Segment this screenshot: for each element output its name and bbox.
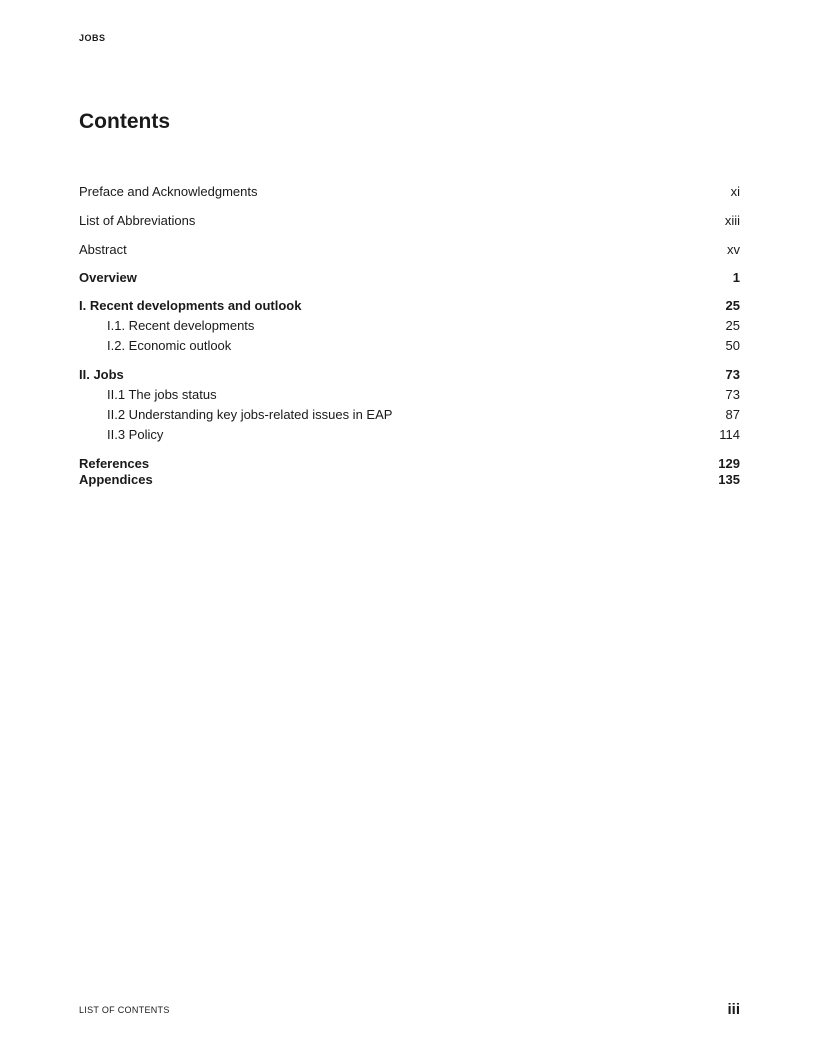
toc-entry-label: II.1 The jobs status bbox=[107, 387, 217, 402]
toc-entry-page: 25 bbox=[725, 298, 740, 313]
running-head: JOBS bbox=[79, 33, 106, 43]
footer-section-label: LIST OF CONTENTS bbox=[79, 1005, 170, 1015]
toc-entry-label: List of Abbreviations bbox=[79, 213, 196, 228]
toc-entry-overview[interactable] bbox=[79, 268, 740, 288]
toc-entry-page: 114 bbox=[719, 427, 740, 442]
toc-entry-label: I.1. Recent developments bbox=[107, 318, 255, 333]
toc-entry-section-2-1[interactable] bbox=[79, 385, 740, 405]
toc-entry-page: xv bbox=[727, 242, 740, 257]
toc-entry-abstract[interactable] bbox=[79, 240, 740, 260]
toc-entry-appendices[interactable] bbox=[79, 470, 740, 490]
toc-entry-chapter-1[interactable] bbox=[79, 296, 740, 316]
toc-entry-page: xiii bbox=[724, 213, 740, 228]
toc-entry-preface[interactable] bbox=[79, 182, 740, 202]
toc-entry-page: xi bbox=[730, 184, 740, 199]
toc-entry-abbreviations[interactable] bbox=[79, 211, 740, 231]
toc-entry-page: 73 bbox=[725, 387, 740, 402]
toc-entry-label: Abstract bbox=[79, 242, 127, 257]
toc-entry-label: Preface and Acknowledgments bbox=[79, 184, 258, 199]
toc-entry-section-2-3[interactable] bbox=[79, 425, 740, 445]
toc-entry-label: II.2 Understanding key jobs-related issues in EAP bbox=[107, 407, 393, 422]
page-title: Contents bbox=[79, 110, 170, 133]
toc-entry-label: I.2. Economic outlook bbox=[107, 338, 232, 353]
toc-entry-page: 73 bbox=[725, 367, 740, 382]
table-of-contents bbox=[79, 182, 740, 490]
toc-entry-chapter-2[interactable] bbox=[79, 365, 740, 385]
toc-entry-section-1-2[interactable] bbox=[79, 336, 740, 356]
toc-entry-section-2-2[interactable] bbox=[79, 405, 740, 425]
toc-entry-page: 25 bbox=[725, 318, 740, 333]
toc-entry-label: II.3 Policy bbox=[107, 427, 164, 442]
toc-entry-page: 135 bbox=[718, 472, 740, 487]
toc-entry-section-1-1[interactable] bbox=[79, 316, 740, 336]
toc-entry-page: 1 bbox=[732, 270, 740, 285]
toc-entry-label: Overview bbox=[79, 270, 137, 285]
toc-entry-label: II. Jobs bbox=[79, 367, 124, 382]
footer-page-number: iii bbox=[727, 1001, 740, 1018]
toc-entry-label: I. Recent developments and outlook bbox=[79, 298, 302, 313]
toc-entry-page: 50 bbox=[725, 338, 740, 353]
toc-entry-page: 87 bbox=[725, 407, 740, 422]
toc-entry-label: References bbox=[79, 456, 150, 471]
toc-entry-page: 129 bbox=[718, 456, 740, 471]
toc-entry-label: Appendices bbox=[79, 472, 153, 487]
